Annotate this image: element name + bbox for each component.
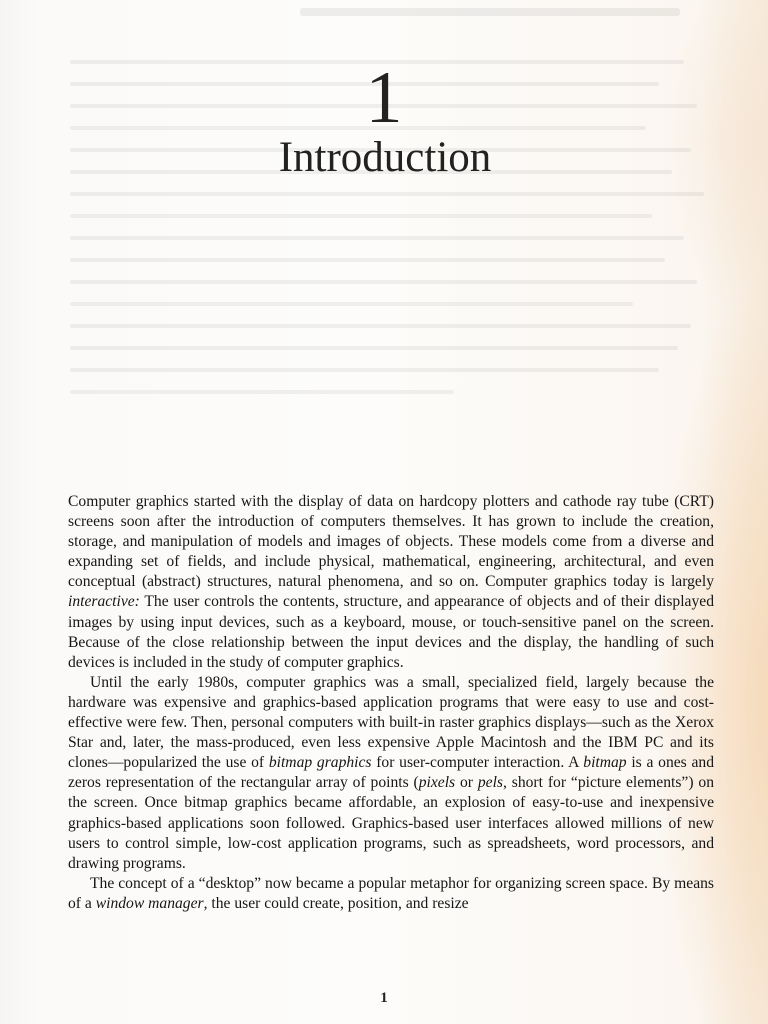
paragraph-3 (68, 874, 714, 914)
paragraph-1 (68, 492, 714, 673)
emphasis-pels: pels (477, 774, 503, 792)
faded-running-header (300, 8, 680, 16)
emphasis-bitmap: bitmap (583, 754, 627, 772)
emphasis-window-manager: window manager (95, 894, 204, 912)
text-run: Until the early 1980s, computer graphics was a small, specialized field, largely because the hardware was expensive and graphics-based application programs that were easy to use and cost-effective were few. Then, personal computers with built-in raster graphics displays—such as the Xerox Star and, later, the mass-produced, even less expensive Apple Macintosh and the IBM PC and its clones—popularized the use of (68, 673, 714, 772)
text-run: The user controls the contents, structure, and appearance of objects and of their displayed images by using input devices, such as a keyboard, mouse, or touch-sensitive panel on the screen. Because of the close relationship between the input devices and the display, the handling of such devices is included in the study of computer graphics. (68, 593, 714, 671)
chapter-number: 1 (365, 57, 403, 139)
emphasis-interactive: interactive: (68, 593, 140, 611)
page-number: 1 (380, 990, 388, 1006)
text-run: or (455, 774, 478, 792)
text-run: Computer graphics started with the display of data on hardcopy plotters and cathode ray tube (CRT) screens soon after the introduction of computers themselves. It has grown to include the creation, storage, and manipulation of models and images of objects. These models come from a diverse and expanding set of fields, and include physical, mathematical, engineering, architectural, and even conceptual (abstract) structures, natural phenomena, and so on. Computer graphics today is largely (68, 493, 714, 591)
text-run: The concept of a “desktop” now became a popular metaphor for organizing screen space. By means of a (68, 874, 714, 912)
emphasis-bitmap-graphics: bitmap graphics (268, 754, 372, 772)
emphasis-pixels: pixels (418, 774, 456, 792)
text-run: is a ones and zeros representation of the rectangular array of points ( (68, 754, 714, 792)
text-run: , the user could create, position, and resize (203, 894, 469, 912)
text-run: , short for “picture elements”) on the screen. Once bitmap graphics became affordable, an explosion of easy-to-use and inexpensive graphics-based applications soon followed. Graphics-based user interfaces allowed millions of new users to control simple, low-cost application programs, such as spreadsheets, word processors, and drawing programs. (68, 774, 714, 872)
paragraph-2 (68, 673, 714, 874)
body-text (68, 492, 714, 914)
text-run: for user-computer interaction. A (371, 754, 584, 772)
chapter-title: Introduction (278, 134, 492, 181)
